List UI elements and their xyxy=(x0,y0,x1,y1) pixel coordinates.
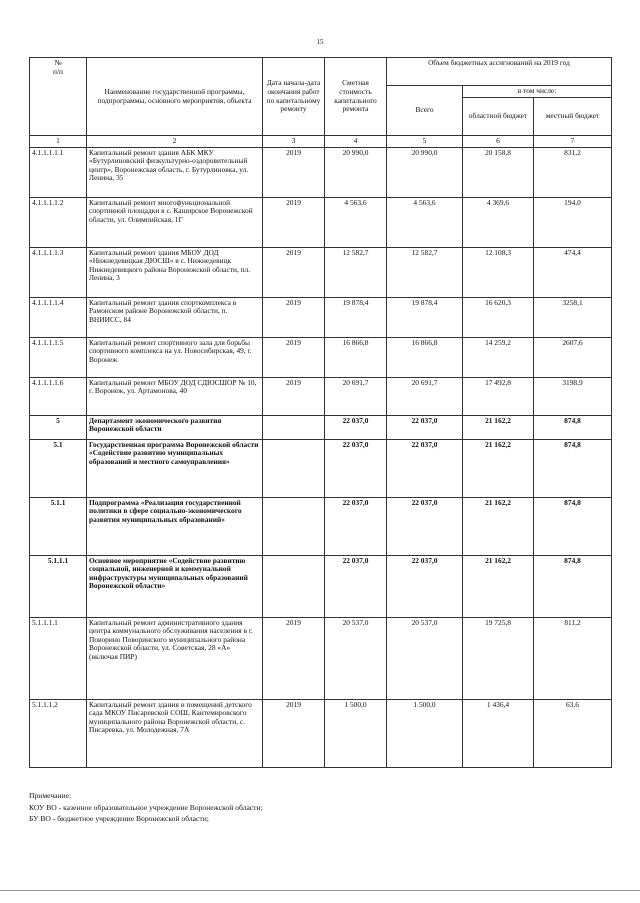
row-total: 4 563,6 xyxy=(387,197,463,247)
row-name: Департамент экономического развития Воронежской области xyxy=(87,415,263,439)
row-total: 22 037,0 xyxy=(387,497,463,555)
row-local: 874,8 xyxy=(534,439,612,497)
page-number: 15 xyxy=(316,38,324,46)
row-name: Капитальный ремонт МБОУ ДОД СДЮСШОР № 10, г. Воронеж, ул. Артамонова, 40 xyxy=(87,377,263,415)
col-number: 1 xyxy=(30,136,87,148)
row-date xyxy=(263,497,325,555)
row-name: Капитальный ремонт спортивного зала для борьбы спортивного комплекса на ул. Новосибирская, 49, г. Воронеж xyxy=(87,337,263,377)
row-name: Капитальный ремонт здания МБОУ ДОД «Нижнедевицкая ДЮСШ» в с. Нижнедевицк Нижнедевицкого района Воронежской области, пл. Ленина, 3 xyxy=(87,247,263,297)
row-number: 5.1.1.1.1 xyxy=(30,617,87,699)
row-total: 20 990,0 xyxy=(387,147,463,197)
col-number: 3 xyxy=(263,136,325,148)
row-name: Основное мероприятие «Содействие развитию социальной, инженерной и коммунальной инфраструктуры муниципальных образований Воронежской области» xyxy=(87,555,263,617)
row-total: 22 037,0 xyxy=(387,555,463,617)
col-number: 7 xyxy=(534,136,612,148)
table-row xyxy=(30,337,612,377)
row-cost: 4 563,6 xyxy=(325,197,387,247)
row-number: 4.1.1.1.1.5 xyxy=(30,337,87,377)
header-regional: областной бюджет xyxy=(463,98,534,136)
row-regional: 16 620,3 xyxy=(463,297,534,337)
row-date: 2019 xyxy=(263,197,325,247)
header-cost: Сметная стоимость капитального ремонта xyxy=(325,58,387,136)
header-name: Наименование государственной программы, подпрограммы, основного мероприятия, объекта xyxy=(87,58,263,136)
col-number: 4 xyxy=(325,136,387,148)
row-local: 874,8 xyxy=(534,555,612,617)
row-regional: 17 492,8 xyxy=(463,377,534,415)
row-total: 20 537,0 xyxy=(387,617,463,699)
row-number: 4.1.1.1.1.1 xyxy=(30,147,87,197)
row-cost: 19 878,4 xyxy=(325,297,387,337)
budget-table xyxy=(29,57,612,768)
row-number: 4.1.1.1.1.4 xyxy=(30,297,87,337)
row-cost: 22 037,0 xyxy=(325,439,387,497)
row-local: 3198,9 xyxy=(534,377,612,415)
row-cost: 20 537,0 xyxy=(325,617,387,699)
row-regional: 14 259,2 xyxy=(463,337,534,377)
row-regional: 21 162,2 xyxy=(463,439,534,497)
row-date: 2019 xyxy=(263,699,325,767)
row-local: 874,8 xyxy=(534,415,612,439)
row-local: 811,2 xyxy=(534,617,612,699)
row-name: Капитальный ремонт здания и помещений детского сада МКОУ Писаревской СОШ, Кантемировского муниципального района Воронежской области, с. Писаревка, ул. Молодежная, 7А xyxy=(87,699,263,767)
row-regional: 21 162,2 xyxy=(463,497,534,555)
row-local: 63,6 xyxy=(534,699,612,767)
table-row xyxy=(30,699,612,767)
row-number: 5 xyxy=(30,415,87,439)
row-name: Государственная программа Воронежской области «Содействие развитию муниципальных образований и местного самоуправления» xyxy=(87,439,263,497)
table-row xyxy=(30,415,612,439)
row-number: 5.1.1.1.2 xyxy=(30,699,87,767)
table-row xyxy=(30,147,612,197)
row-regional: 1 436,4 xyxy=(463,699,534,767)
notes xyxy=(29,790,263,825)
row-regional: 12 108,3 xyxy=(463,247,534,297)
row-total: 16 866,8 xyxy=(387,337,463,377)
row-local: 3258,1 xyxy=(534,297,612,337)
notes-title: Примечание: xyxy=(29,791,72,800)
table-row xyxy=(30,197,612,247)
row-total: 12 582,7 xyxy=(387,247,463,297)
row-local: 474,4 xyxy=(534,247,612,297)
header-budget: Объем бюджетных ассигнований на 2019 год xyxy=(387,58,612,86)
row-number: 5.1.1 xyxy=(30,497,87,555)
row-date: 2019 xyxy=(263,147,325,197)
header-number: № п/п xyxy=(30,58,87,136)
row-local: 194,0 xyxy=(534,197,612,247)
row-regional: 19 725,8 xyxy=(463,617,534,699)
row-number: 4.1.1.1.1.2 xyxy=(30,197,87,247)
header-total: Всего xyxy=(387,86,463,136)
header-including: в том числе: xyxy=(463,86,612,98)
row-total: 22 037,0 xyxy=(387,439,463,497)
row-name: Капитальный ремонт здания спорткомплекса в Рамонском районе Воронежской области, п. ВНИИСС, 84 xyxy=(87,297,263,337)
row-date xyxy=(263,555,325,617)
row-number: 5.1.1.1 xyxy=(30,555,87,617)
row-local: 2607,6 xyxy=(534,337,612,377)
row-cost: 12 582,7 xyxy=(325,247,387,297)
table-row xyxy=(30,247,612,297)
row-local: 831,2 xyxy=(534,147,612,197)
bottom-rule xyxy=(0,890,640,891)
row-cost: 20 990,0 xyxy=(325,147,387,197)
row-total: 1 500,0 xyxy=(387,699,463,767)
row-cost: 16 866,8 xyxy=(325,337,387,377)
row-number: 4.1.1.1.1.6 xyxy=(30,377,87,415)
row-regional: 20 158,8 xyxy=(463,147,534,197)
col-number: 5 xyxy=(387,136,463,148)
row-cost: 1 500,0 xyxy=(325,699,387,767)
col-number: 2 xyxy=(87,136,263,148)
row-date xyxy=(263,415,325,439)
table-row xyxy=(30,297,612,337)
row-total: 22 037,0 xyxy=(387,415,463,439)
table-row xyxy=(30,617,612,699)
row-cost: 22 037,0 xyxy=(325,555,387,617)
row-date: 2019 xyxy=(263,617,325,699)
row-name: Капитальный ремонт административного здания центра коммунального обслуживания населения в г. Поворино Поворинского муниципального района Воронежской области, ул. Советская, 28 «А» (включая ПИР) xyxy=(87,617,263,699)
row-date: 2019 xyxy=(263,297,325,337)
header-date: Дата начала-дата окончания работ по капитальному ремонту xyxy=(263,58,325,136)
row-date: 2019 xyxy=(263,377,325,415)
table-row xyxy=(30,555,612,617)
row-name: Подпрограмма «Реализация государственной политики в сфере социально-экономического развития муниципальных образований» xyxy=(87,497,263,555)
row-cost: 20 691,7 xyxy=(325,377,387,415)
table-row xyxy=(30,497,612,555)
row-name: Капитальный ремонт здания АБК МКУ «Бутурлиновский физкультурно-оздоровительный центр», Воронежская область, г. Бутурлиновка, ул. Ленина, 35 xyxy=(87,147,263,197)
row-regional: 21 162,2 xyxy=(463,555,534,617)
row-cost: 22 037,0 xyxy=(325,497,387,555)
header-local: местный бюджет xyxy=(534,98,612,136)
table-row xyxy=(30,439,612,497)
row-name: Капитальный ремонт многофункциональной спортивной площадки в с. Каширское Воронежской области, ул. Олимпийская, 1Г xyxy=(87,197,263,247)
row-date: 2019 xyxy=(263,247,325,297)
row-number: 5.1 xyxy=(30,439,87,497)
row-number: 4.1.1.1.1.3 xyxy=(30,247,87,297)
row-local: 874,8 xyxy=(534,497,612,555)
row-total: 19 878,4 xyxy=(387,297,463,337)
col-number: 6 xyxy=(463,136,534,148)
row-cost: 22 037,0 xyxy=(325,415,387,439)
row-total: 20 691,7 xyxy=(387,377,463,415)
row-date xyxy=(263,439,325,497)
row-date: 2019 xyxy=(263,337,325,377)
notes-line: БУ ВО - бюджетное учреждение Воронежской области; xyxy=(29,814,209,823)
row-regional: 4 369,6 xyxy=(463,197,534,247)
notes-line: КОУ ВО - казенное образовательное учреждение Воронежской области; xyxy=(29,802,263,812)
table-row xyxy=(30,377,612,415)
row-regional: 21 162,2 xyxy=(463,415,534,439)
